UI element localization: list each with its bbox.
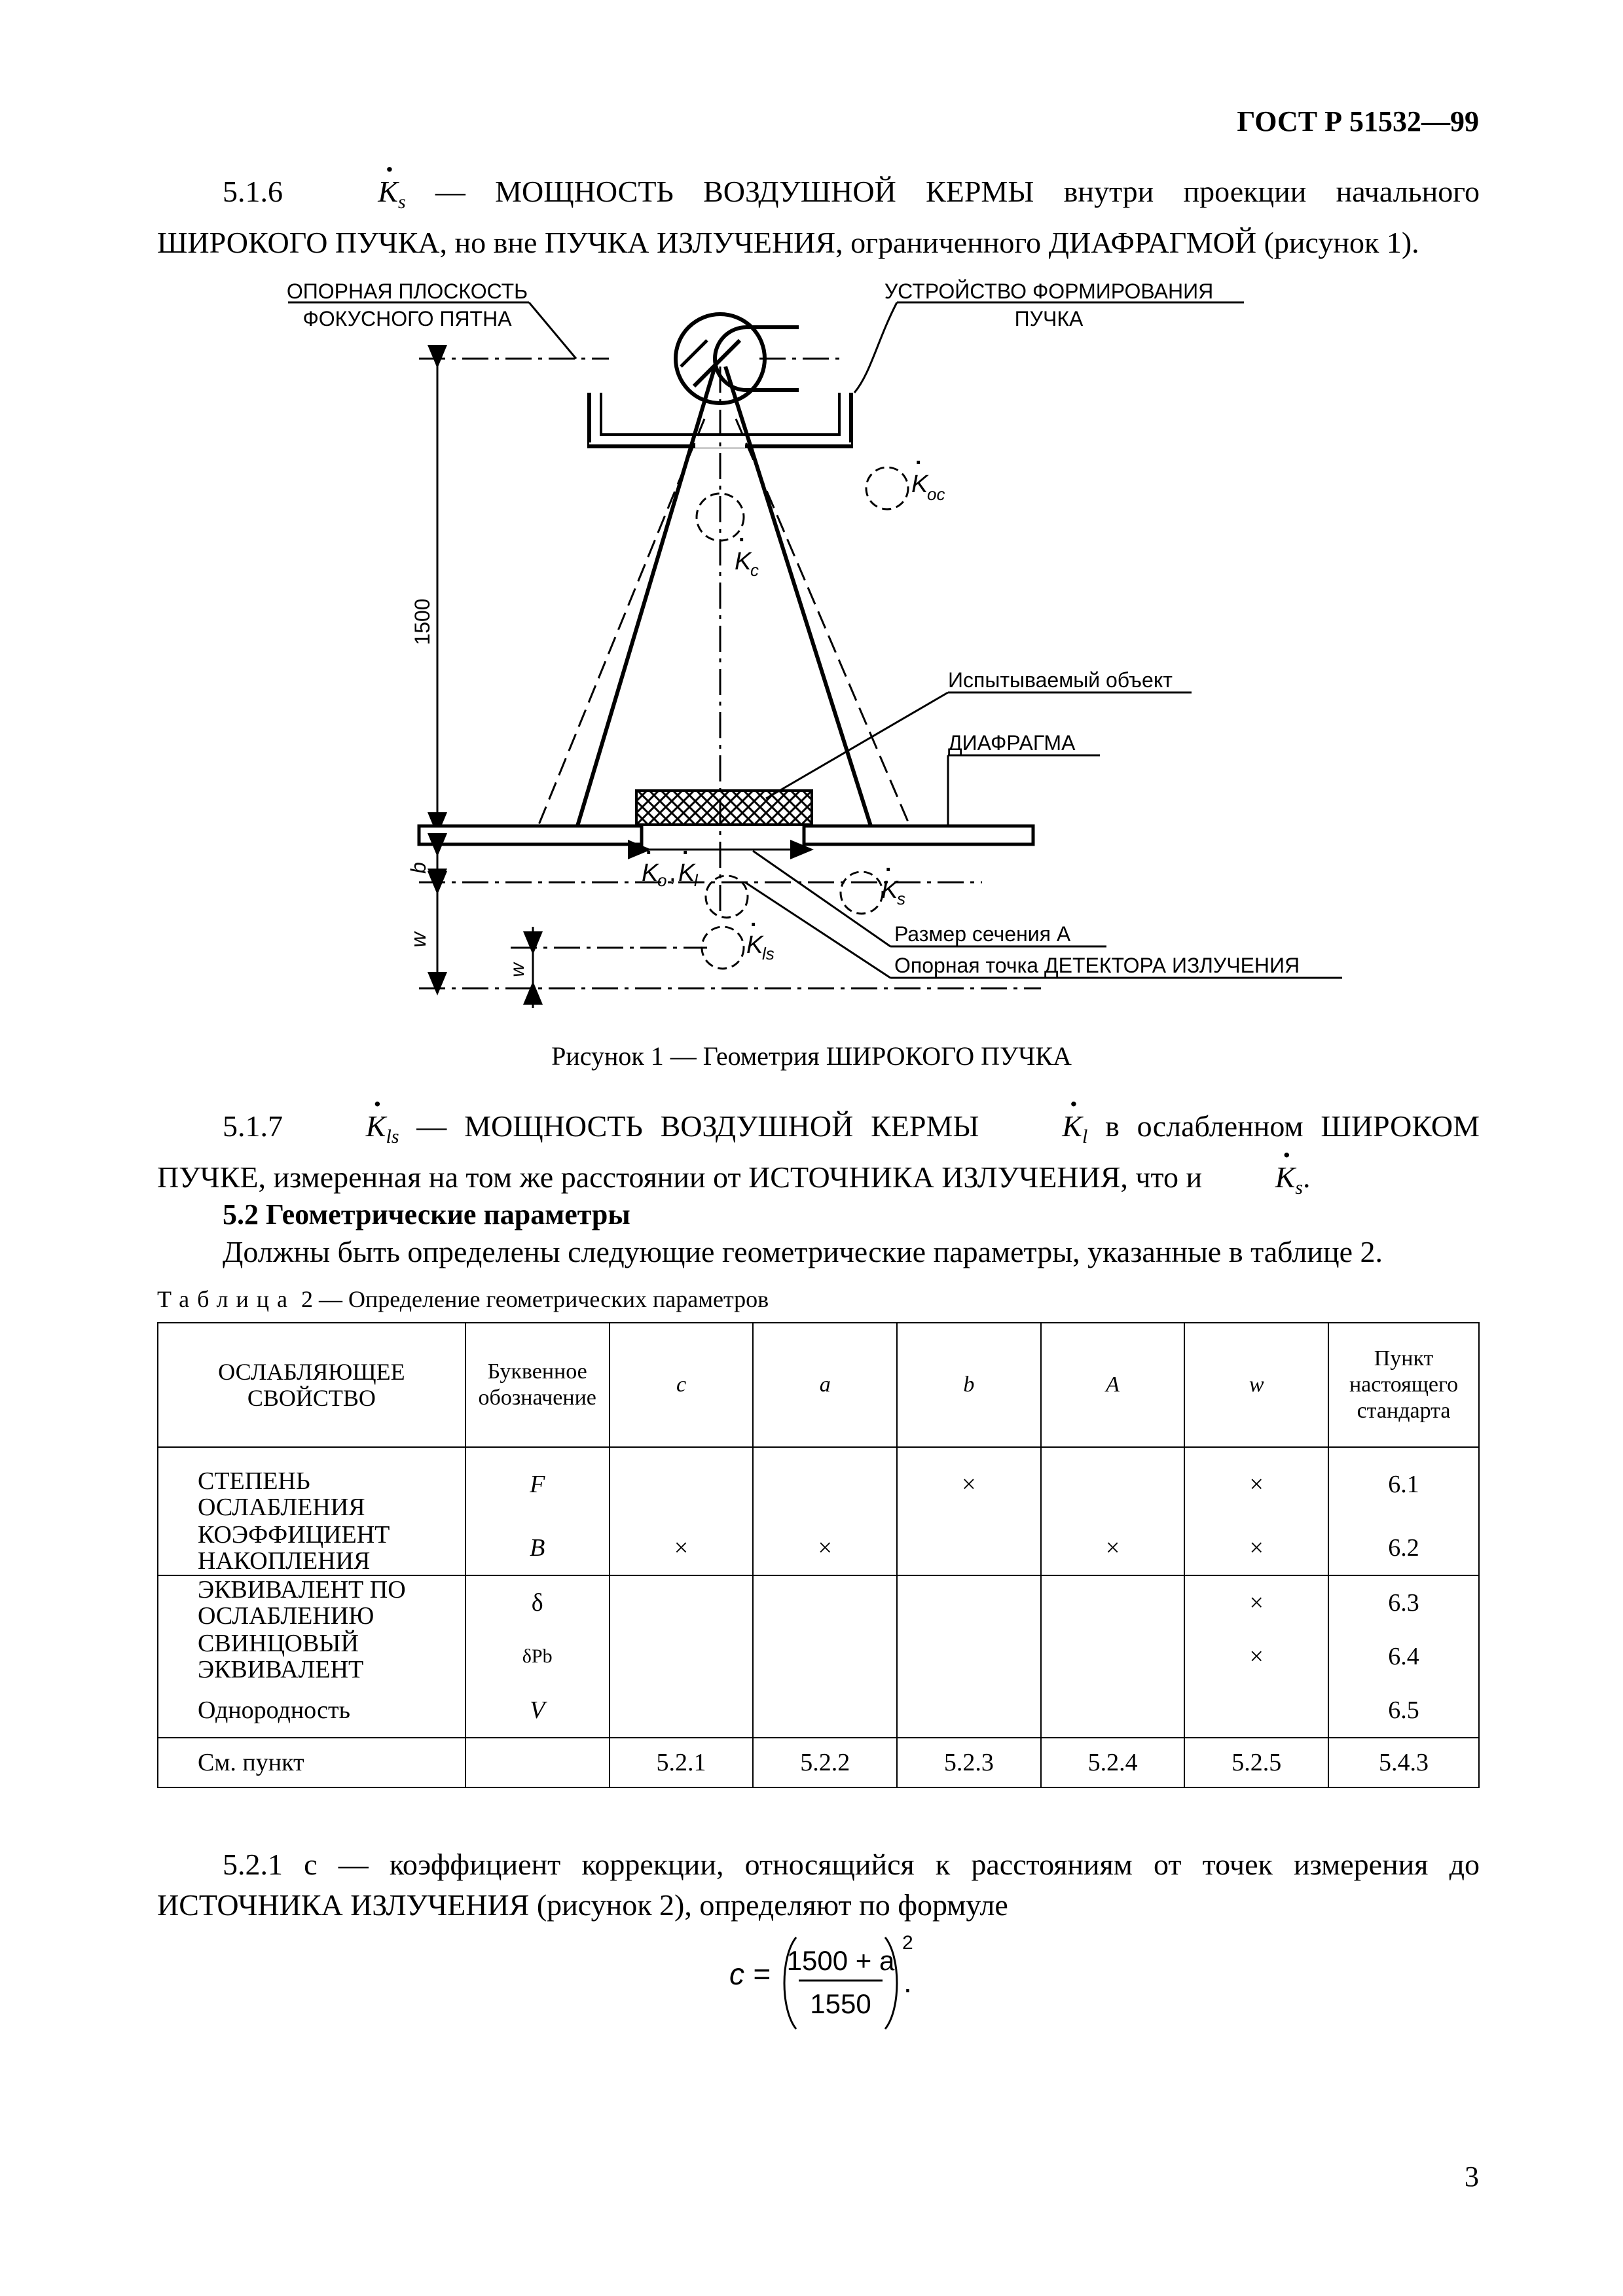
svg-text:w: w: [407, 932, 430, 948]
paragraph-5-2-1: 5.2.1 c — коэффициент коррекции, относящийся к расстояниям от точек измерения до ИСТОЧНИКА ИЗЛУЧЕНИЯ (рисунок 2), определяют по формуле: [157, 1848, 1480, 1922]
kerma-symbol: · $K_{ls}$: [301, 1106, 399, 1157]
diaphragm-left: [419, 826, 642, 844]
header-clause: Пункт настоящего стандарта: [1328, 1323, 1479, 1447]
paragraph-text: — МОЩНОСТЬ ВОЗДУШНОЙ КЕРМЫ внутри проекции начального ШИРОКОГО ПУЧКА, но вне ПУЧКА ИЗЛУЧЕНИЯ, ограниченного ДИАФРАГМОЙ (рисунок 1).: [157, 175, 1480, 260]
table-row-footer: См. пункт 5.2.1 5.2.2 5.2.3 5.2.4 5.2.5 5.4.3: [158, 1738, 1479, 1787]
svg-text:K: K: [911, 471, 928, 498]
table-row: КОЭФФИЦИЕНТ НАКОПЛЕНИЯ B × × × × 6.2: [158, 1521, 1479, 1575]
paragraph-5-1-7: $5.1.7 \cdot K_{ls}$ — МОЩНОСТЬ ВОЗДУШНОЙ КЕРМЫ · $K_l$ в ослабленном ШИРОКОМ ПУЧКЕ, измеренная на том же расстоянии от ИСТОЧНИКА ИЗЛУЧЕНИЯ, что $и \cdot K_s$.: [157, 1106, 1480, 1208]
svg-text:·: ·: [646, 840, 653, 865]
svg-text:·: ·: [885, 857, 893, 882]
svg-text:ФОКУСНОГО ПЯТНА: ФОКУСНОГО ПЯТНА: [302, 307, 512, 331]
kerma-symbol-l: · $K_l$: [996, 1106, 1087, 1157]
svg-text:.: .: [903, 1965, 912, 1999]
svg-text:Размер сечения A: Размер сечения A: [894, 922, 1071, 946]
svg-text:,: ,: [669, 859, 676, 887]
formula-c: [707, 1931, 943, 2049]
clause-number: 5.1.6: [223, 175, 283, 208]
svg-text:·: ·: [750, 912, 758, 937]
svg-text:K: K: [678, 859, 695, 887]
standard-header: ГОСТ Р 51532—99: [1237, 105, 1479, 137]
focal-plane-label: [287, 279, 576, 359]
table-row: СВИНЦОВЫЙ ЭКВИВАЛЕНТ δPb × 6.4: [158, 1630, 1479, 1683]
header-letter: Буквенное обозначение: [465, 1323, 610, 1447]
section-title: 5.2 Геометрические параметры: [223, 1198, 630, 1230]
paragraph-text-1: — МОЩНОСТЬ ВОЗДУШНОЙ КЕРМЫ: [416, 1109, 979, 1143]
svg-text:oc: oc: [927, 484, 945, 504]
paragraph-text-2: в ослабленном ШИРОКОМ ПУЧКЕ, измеренная на том же расстоянии от ИСТОЧНИКА ИЗЛУЧЕНИЯ, что и: [157, 1109, 1480, 1194]
svg-text:c =: c =: [729, 1957, 771, 1991]
svg-text:ПУЧКА: ПУЧКА: [1014, 307, 1084, 331]
svg-text:K: K: [735, 548, 752, 575]
svg-text:1550: 1550: [810, 1988, 871, 2019]
svg-text:Опорная точка ДЕТЕКТОРА ИЗЛУЧЕ: Опорная точка ДЕТЕКТОРА ИЗЛУЧЕНИЯ: [894, 954, 1300, 977]
svg-text:l: l: [694, 870, 698, 890]
svg-text:c: c: [750, 560, 759, 580]
section-a-label: [753, 851, 1106, 946]
figure-caption: Рисунок 1 — Геометрия ШИРОКОГО ПУЧКА: [551, 1041, 1072, 1071]
header-b: b: [897, 1323, 1041, 1447]
table-caption: Таблица 2 — Определение геометрических параметров: [157, 1286, 769, 1312]
svg-text:УСТРОЙСТВО ФОРМИРОВАНИЯ: УСТРОЙСТВО ФОРМИРОВАНИЯ: [884, 279, 1214, 303]
svg-text:ДИАФРАГМА: ДИАФРАГМА: [948, 731, 1076, 755]
svg-text:Испытываемый объект: Испытываемый объект: [948, 668, 1173, 692]
kerma-symbol: · $K_s$: [312, 171, 405, 223]
svg-text:K: K: [746, 931, 763, 959]
svg-text:w: w: [507, 963, 528, 977]
header-c: c: [610, 1323, 754, 1447]
svg-text:K: K: [642, 859, 659, 887]
figure-1-wide-beam-geometry: [0, 0, 1623, 1047]
svg-text:s: s: [897, 889, 905, 908]
svg-text:ls: ls: [762, 944, 775, 963]
table-row: ЭКВИВАЛЕНТ ПО ОСЛАБЛЕНИЮ δ × 6.3: [158, 1575, 1479, 1630]
parameters-table: [157, 1322, 1480, 1788]
diaphragm-right: [804, 826, 1033, 844]
section-intro: Должны быть определены следующие геометрические параметры, указанные в таблице 2.: [223, 1235, 1383, 1268]
header-property: ОСЛАБЛЯЮЩЕЕ СВОЙСТВО: [158, 1323, 465, 1447]
header-w: w: [1184, 1323, 1328, 1447]
kerma-symbol-s: · $K_s$: [1210, 1157, 1303, 1208]
svg-text:1500 + a: 1500 + a: [786, 1945, 895, 1976]
clause-number: 5.1.7: [223, 1109, 283, 1143]
beam-shaping-label: [854, 279, 1244, 393]
header-A: A: [1041, 1323, 1185, 1447]
svg-text:1500: 1500: [410, 598, 434, 645]
svg-text:K: K: [881, 876, 898, 904]
diaphragm-label: [945, 731, 1100, 838]
page-number: 3: [1465, 2161, 1479, 2193]
svg-text:·: ·: [915, 450, 923, 475]
svg-text:2: 2: [902, 1932, 913, 1954]
svg-text:·: ·: [739, 528, 746, 552]
svg-text:·: ·: [682, 840, 690, 865]
svg-text:ОПОРНАЯ ПЛОСКОСТЬ: ОПОРНАЯ ПЛОСКОСТЬ: [286, 279, 528, 303]
table-row: СТЕПЕНЬ ОСЛАБЛЕНИЯ F × × 6.1: [158, 1447, 1479, 1521]
test-object: [636, 791, 812, 825]
svg-text:o: o: [657, 870, 667, 890]
header-a: a: [753, 1323, 897, 1447]
svg-text:b: b: [407, 862, 430, 874]
table-row: Однородность V 6.5: [158, 1683, 1479, 1738]
